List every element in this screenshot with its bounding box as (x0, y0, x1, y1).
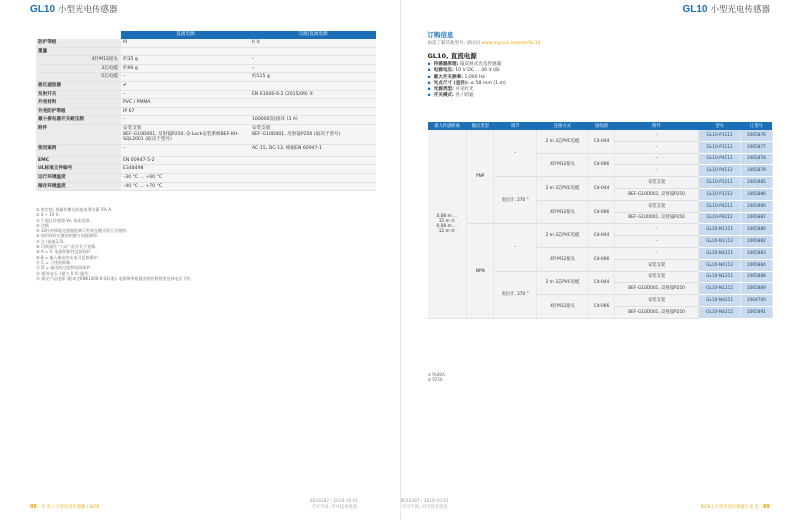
feature-key: 最大开关频率: (433, 74, 464, 80)
order-number-cell: 1065885 (741, 177, 772, 189)
spec-value-dc: EN 60947-5-2 (121, 156, 250, 165)
footnote: ① 推定值, 视操作模式的基本滑动量 5% A. (36, 207, 113, 212)
spec-value-acdc (250, 99, 376, 108)
spec-value-dc: 安装支架 BEF-G10D001, 反射镜P250, Q-Lock安装系统BEF-KH-SQL2001 (取决于型号) (121, 124, 250, 144)
footnote: ⑤ 10针的情境光感超距离可有效在模式的大学规格. (36, 228, 128, 234)
spec-value-dc: – (121, 73, 250, 82)
type-code-cell: GL10-N1112 (699, 236, 741, 248)
product-code: GL10 (30, 4, 56, 15)
spec-key: 4针M12接头 (36, 56, 121, 65)
type-code-cell: GL10-N4211 (699, 295, 741, 307)
accessory-cell: – (615, 236, 699, 248)
spec-key: 外壳材料 (36, 99, 121, 108)
feature-key: 光源类型: (433, 87, 454, 93)
type-code-cell: GL10-P4111 (699, 153, 741, 165)
feature-key: 开关模式: (433, 93, 454, 99)
order-number-cell: 1065888 (741, 271, 772, 283)
spec-value-dc (121, 47, 250, 56)
type-code-cell: GL10-N1211 (699, 271, 741, 283)
footnote: ④ 切换. (36, 222, 51, 228)
spec-key: 运行环境温度 (36, 173, 121, 182)
spec-value-dc: – (121, 90, 250, 99)
right-page (401, 0, 800, 520)
spec-value-acdc (250, 173, 376, 182)
feature-key: 电源电压: (433, 68, 454, 74)
order-table-header (428, 122, 773, 130)
spec-value-dc: –30 °C ... +60 °C (121, 173, 250, 182)
footnote: ⑦ 在 (最低1.5). (36, 238, 65, 244)
order-info-subtitle (428, 40, 541, 46)
adjustment-cell: – (494, 130, 537, 177)
order-row (428, 224, 773, 236)
feature-key: 传感器原理: (433, 62, 459, 67)
connection-cell: 2 m 3芯PVC电缆 (537, 271, 589, 295)
type-code-cell: GL10-N1111 (699, 224, 741, 236)
order-header-cell: 附件 (615, 122, 699, 130)
spec-header-acdc: 交流/直流电源 (250, 31, 376, 39)
order-info-title: 订购信息 (427, 31, 454, 39)
accessory-cell: – (615, 141, 699, 153)
spec-key: 附件 (36, 124, 121, 144)
type-code-cell: GL10-P1212 (699, 188, 741, 200)
spec-row (36, 144, 376, 156)
spec-value-dc: 约35 g (121, 56, 250, 65)
order-row (428, 130, 773, 141)
order-number-cell: 1065877 (741, 141, 772, 153)
output-type-cell: NPN (467, 224, 494, 318)
spec-value-dc: 约90 g (121, 64, 250, 73)
spec-row (36, 73, 376, 82)
wiring-cell: Cd-044 (588, 177, 614, 201)
order-number-cell: 1065890 (741, 200, 772, 212)
page-number-right: 89 (763, 504, 770, 510)
type-code-cell: GL10-P4112 (699, 165, 741, 177)
footnotes-right (428, 372, 447, 382)
spec-value-dc: III (121, 39, 250, 47)
type-code-cell: GL10-N4212 (699, 306, 741, 318)
footer-left (30, 504, 99, 510)
feature-value: 亮 / 暗通 (453, 93, 474, 99)
type-code-cell: GL10-P1112 (699, 141, 741, 153)
accessory-cell: 安装支架 (615, 177, 699, 189)
spec-value-acdc: EN 61000-6-2 (2015/09) ③ (250, 90, 376, 99)
order-number-cell: 1065878 (741, 153, 772, 165)
order-number-cell: 1065876 (741, 130, 772, 141)
order-number-cell: 1065886 (741, 188, 772, 200)
order-number-cell: 1065884 (741, 259, 772, 271)
footnote: ⑥ 使用保传定量的的额方向能频和. (36, 233, 99, 239)
connection-cell: 2 m 3芯PVC电缆 (537, 224, 589, 248)
accessory-cell: – (615, 130, 699, 141)
wiring-cell: Cd-066 (588, 200, 614, 224)
spec-row (36, 56, 376, 65)
spec-key: 使用案例 (36, 144, 121, 156)
footnote: ⑬ 使用电压: (最大 0 V) 操作. (36, 270, 90, 276)
order-table (428, 122, 773, 319)
spec-row (36, 116, 376, 125)
spec-key: 储存环境温度 (36, 182, 121, 191)
spec-value-acdc (250, 165, 376, 174)
accessory-cell: 安装支架 (615, 271, 699, 283)
connection-cell: 2 m 3芯PVC电缆 (537, 130, 589, 153)
wiring-cell: Cd-066 (588, 247, 614, 271)
accessory-cell: 安装支架 (615, 259, 699, 271)
spec-value-acdc: – (250, 56, 376, 65)
feature-key: 光点尺寸 (直径): (433, 80, 469, 86)
feature-value: ≤ 58 mm (1 m) (468, 80, 506, 86)
footnote: ⑧ 切换器在 "公证" 的开发下宽频. (36, 244, 97, 250)
spec-row (36, 156, 376, 165)
spec-value-dc: E348498 (121, 165, 250, 174)
spec-value-acdc (250, 156, 376, 165)
footer-left-label: 光 电 | 小型光电传感器 | SICK (41, 505, 100, 510)
type-code-cell: GL10-P1211 (699, 177, 741, 189)
order-header-cell: 最大传感距离 (428, 122, 467, 130)
spec-value-acdc: 100000次(接环 (3 A) (250, 116, 376, 125)
spec-value-acdc (250, 107, 376, 116)
spec-key: 发射开关 (36, 90, 121, 99)
type-code-cell: GL10-N1212 (699, 283, 741, 295)
order-header-cell: 订货号 (741, 122, 772, 130)
adjustment-cell: 电位计, 270 ° (494, 271, 537, 318)
spec-row (36, 39, 376, 47)
accessory-cell: – (615, 247, 699, 259)
footer-center-right: 8016287 / 2019-10-01 可可不再, 可可技术更改 (400, 499, 449, 510)
left-page-header (30, 4, 118, 16)
spec-key: 3芯电缆 (36, 64, 121, 73)
spec-header-dc: 直流电源 (121, 31, 250, 39)
type-code-cell: GL10-N4111 (699, 247, 741, 259)
adjustment-cell: 电位计, 270 ° (494, 177, 537, 224)
accessory-cell: BEF-G10D001, 反射镜P250 (615, 212, 699, 224)
footnote: ② 4 ~ 10 V. (36, 212, 60, 218)
order-number-cell: 1065887 (741, 212, 772, 224)
spec-key: 5芯电缆 (36, 73, 121, 82)
accessory-cell: BEF-G10D001, 反射镜P250 (615, 306, 699, 318)
type-code-cell: GL10-P1111 (699, 130, 741, 141)
spec-key: 重量 (36, 47, 121, 56)
accessory-cell: 安装支架 (615, 200, 699, 212)
spec-value-acdc: AC-15, DC-13, 根据EN 60947-1 (250, 144, 376, 156)
spec-row (36, 165, 376, 174)
spec-table (36, 31, 376, 191)
type-code-cell: GL10-P4211 (699, 200, 741, 212)
accessory-cell: BEF-G10D001, 反射镜P250 (615, 188, 699, 200)
order-link[interactable]: www.mysick.com/en/GL10 (481, 41, 541, 46)
accessory-cell: 安装支架 (615, 295, 699, 307)
product-code: GL10 (682, 4, 708, 15)
spec-value-acdc (250, 81, 376, 90)
spec-value-acdc: 约115 g (250, 73, 376, 82)
order-table-body (428, 130, 773, 318)
order-number-cell: 1065889 (741, 283, 772, 295)
accessory-cell: BEF-G10D001, 反射镜P250 (615, 283, 699, 295)
order-header-cell: 连接方式 (537, 122, 589, 130)
footnote: ⑪ C = 干扰的抑制. (36, 259, 72, 265)
spec-row (36, 99, 376, 108)
footer-right-label: SICK | 小型光电传感器 | 光 电 (700, 505, 759, 510)
spec-value-acdc: 安装支架 BEF-G10D001, 反射镜P250 (取决于型号) (250, 124, 376, 144)
spec-value-acdc (250, 182, 376, 191)
spec-value-dc: PVC / PMMA (121, 99, 250, 108)
footnote: ③ 不超过传感器 Ve, 基本范围. (36, 217, 91, 223)
order-number-cell: 1065883 (741, 247, 772, 259)
order-header-cell: 接线图 (588, 122, 614, 130)
footnote: ⑩ B = 输入输出的出电可反接保护. (36, 254, 99, 260)
type-code-cell: GL10-N4112 (699, 259, 741, 271)
model-title: GL10, 直流电源 (427, 52, 477, 60)
footer-center-left: 8016287 / 2019-10-01 可可不再, 可可技术更改 (310, 499, 359, 510)
connection-cell: 4针M12接头 (537, 247, 589, 271)
order-header-cell: 型号 (699, 122, 741, 130)
wiring-cell: Cd-044 (588, 130, 614, 153)
feature-value: 10 V DC ... 30 V (8) (453, 68, 500, 74)
feature-item (428, 93, 506, 99)
spec-value-dc: – (121, 116, 250, 125)
wiring-cell: Cd-066 (588, 153, 614, 177)
product-title: 小型光电传感器 (58, 5, 118, 15)
spec-key: UL标准文件编号 (36, 165, 121, 174)
spec-row (36, 81, 376, 90)
spec-row (36, 47, 376, 56)
order-number-cell: 1065880 (741, 224, 772, 236)
page-number-left: 86 (30, 504, 37, 510)
spec-value-acdc (250, 47, 376, 56)
spec-value-dc: IP 67 (121, 107, 250, 116)
connection-cell: 4针M12接头 (537, 200, 589, 224)
accessory-cell: – (615, 165, 699, 177)
wiring-cell: Cd-044 (588, 224, 614, 248)
order-number-cell: 1065879 (741, 165, 772, 177)
footnotes-left (36, 207, 376, 281)
footer-right (701, 504, 770, 510)
order-header-cell: 输出类型 (467, 122, 494, 130)
order-number-cell: 1064700 (741, 295, 772, 307)
spec-table-body (36, 39, 376, 191)
spec-key: EMC (36, 156, 121, 165)
adjustment-cell: – (494, 224, 537, 271)
spec-value-dc: – (121, 144, 250, 156)
product-title: 小型光电传感器 (710, 5, 770, 15)
spec-row (36, 90, 376, 99)
connection-cell: 4针M12接头 (537, 295, 589, 319)
spec-key: 最小接电器开关耐压频 (36, 116, 121, 125)
type-code-cell: GL10-P4212 (699, 212, 741, 224)
spec-row (36, 173, 376, 182)
accessory-cell: – (615, 153, 699, 165)
feature-value: 可见红光 (453, 87, 474, 93)
order-sub-text: 如需了解其他型号, 请访问 (427, 41, 480, 46)
connection-cell: 2 m 3芯PVC电缆 (537, 177, 589, 201)
wiring-cell: Cd-044 (588, 271, 614, 295)
output-type-cell: PNP (467, 130, 494, 224)
order-number-cell: 1065882 (741, 236, 772, 248)
feature-value: 1,000 Hz (463, 74, 485, 80)
spec-key: 外壳防护等级 (36, 107, 121, 116)
spec-value-acdc: – (250, 64, 376, 73)
footnote: ② P250. (427, 377, 444, 383)
right-page-header (682, 4, 770, 16)
wiring-cell: Cd-066 (588, 295, 614, 319)
spec-row (36, 107, 376, 116)
spec-value-dc: –40 °C ... +70 °C (121, 182, 250, 191)
accessory-cell: – (615, 224, 699, 236)
spec-row (36, 64, 376, 73)
spec-key: 极化滤波器 (36, 81, 121, 90)
feature-value: 镜反射式光电传感器 (458, 62, 502, 67)
range-cell: 0.08 m ... 15 m ① 0.08 m ... 12 m ② (428, 130, 467, 318)
feature-list (428, 62, 506, 100)
spec-row (36, 124, 376, 144)
spec-value-acdc: II ② (250, 39, 376, 47)
footnote: ⑫ D = 输出的过流和短路保护. (36, 265, 92, 271)
spec-header-blank (36, 31, 121, 39)
footnote: ⑭ 保定产品电源 (限本定EN61000-6-3标准), 电源频率根据由机的规格要达到电压下的. (36, 275, 192, 281)
order-number-cell: 1065891 (741, 306, 772, 318)
spec-row (36, 182, 376, 191)
order-header-cell: 调节 (494, 122, 537, 130)
connection-cell: 4针M12接头 (537, 153, 589, 177)
spec-value-dc: ✔ (121, 81, 250, 90)
footnote: ① PL80A. (427, 372, 447, 377)
spec-key: 防护等级 (36, 39, 121, 47)
footnote: ⑨ A = V, 电源的极性反接保护. (36, 249, 93, 255)
